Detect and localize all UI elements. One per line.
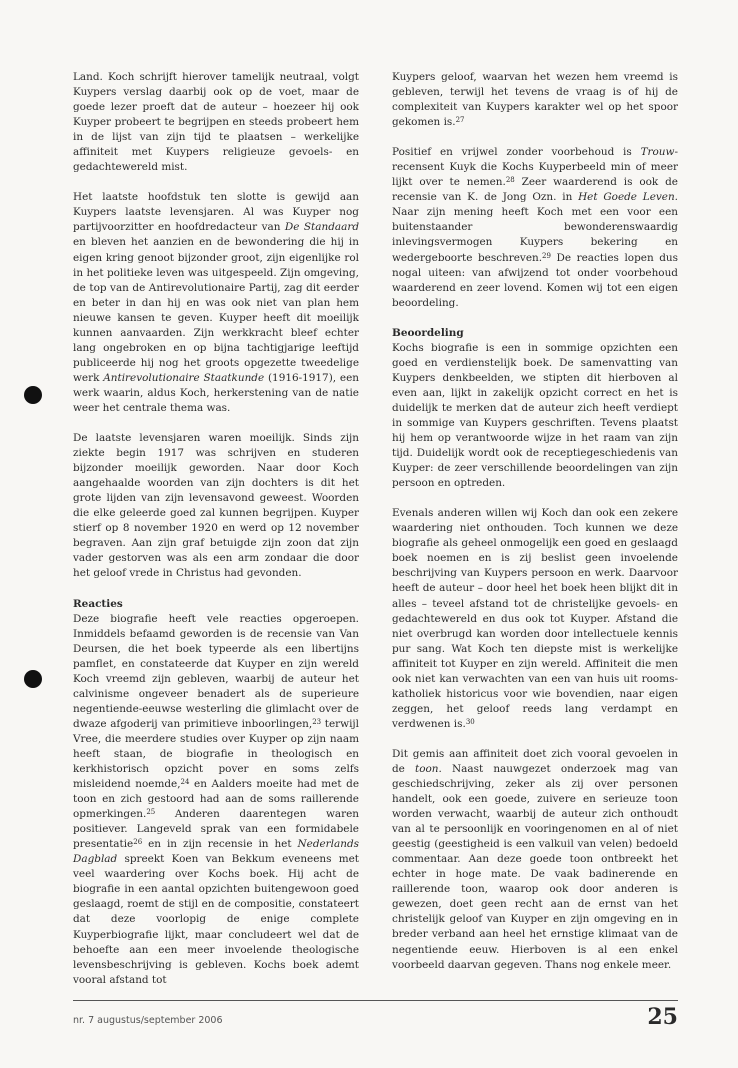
paragraph: Positief en vrijwel zonder voorbehoud is Trouw-recensent Kuyk die Kochs Kuyperbeeld min of meer lijkt over te nemen.$^{28}$ Zeer waarderend is ook de recensie van K. de Jong Ozn. in Het Goede Leven. Naar zijn mening heeft Koch met een voor een buitenstaander bewonderenswaardig inlevingsvermogen Kuypers bekering en wedergeboorte beschreven.$^{29}$ De reacties lopen dus nogal uiteen: van afwijzend tot onder voorbehoud waarderend en zeer lovend. Komen wij tot een eigen beoordeling. [392,146,678,309]
footnote-ref: 25 [146,808,156,817]
paragraph: Land. Koch schrijft hierover tamelijk neutraal, volgt Kuypers verslag daarbij ook op de voet, maar de goede lezer proeft dat de auteur – hoezeer hij ook Kuyper probeert te begrijpen en steeds probeert hem in de lijst van zijn tijd te plaatsen – werkelijke affiniteit met Kuypers religieuze gevoels- en gedachtewereld mist. [73,71,359,174]
footnote-ref: 29 [542,251,551,260]
paragraph: Dit gemis aan affiniteit doet zich vooral gevoelen in de toon. Naast nauwgezet onderzoek mag van geschiedschrijving, zeker als zij over personen handelt, ook een goede, zuivere en serieuze toon worden verwacht, waarbij de auteur zich onthoudt van al te persoonlijk en vooringenomen en al of niet geestig (geestigheid is een valkuil van velen) bedoeld commentaar. Aan deze goede toon ontbreekt het echter in hoge mate. De vaak badinerende en raillerende toon, waarop ook door anderen is gewezen, doet geen recht aan de ernst van het christelijk geloof van Kuyper en zijn omgeving en in breder verband aan heel het ernstige klimaat van de negentiende eeuw. Hierboven is al een enkel voorbeeld daarvan gegeven. Thans nog enkele meer. [392,747,678,971]
footnote-ref: 30 [465,717,475,726]
binder-hole-upper [24,386,42,404]
paragraph: Deze biografie heeft vele reacties opgeroepen. Inmiddels befaamd geworden is de recensie van Van Deursen, die het boek typeerde als een libertijns pamflet, en constateerde dat Kuyper en zijn wereld Koch vreemd zijn gebleven, waarbij de auteur het calvinisme ongeveer benadert als de superieure negentiende-eeuwse westerling die glimlacht over de dwaze afgoderij van primitieve inboorlingen,$^{23}$ terwijl Vree, die meerdere studies over Kuyper op zijn naam heeft staan, de biografie in theologisch en kerkhistorisch opzicht pover en soms zelfs misleidend noemde,$^{24}$ en Aalders moeite had met de toon en zich gestoord had aan de soms raillerende opmerkingen.$^{25}$ Anderen daarentegen waren positiever. Langeveld sprak van een formidabele presentatie$^{26}$ en in zijn recensie in het Nederlands Dagblad spreekt Koen van Bekkum eveneens met veel waardering over Kochs boek. Hij acht de biografie in een aantal opzichten buitengewoon goed geslaagd, roemt de stijl en de compositie, constateert dat deze voorlopig de enige complete Kuyperbiografie lijkt, maar concludeert wel dat de behoefte aan een meer invoelende theologische levensbeschrijving is gebleven. Kochs boek ademt vooral afstand tot [73,612,359,986]
issue-label: nr. 7 augustus/september 2006 [73,1015,223,1026]
binder-hole-lower [24,670,42,688]
footnote-ref: 27 [455,116,465,125]
right-column [392,70,678,973]
section-heading-beoordeling: Beoordeling [392,326,464,339]
footer-rule [73,1000,678,1001]
page-number: 25 [647,1004,678,1030]
paragraph: Evenals anderen willen wij Koch dan ook een zekere waardering niet onthouden. Toch kunnen we deze biografie als geheel onmogelijk een goed en geslaagd boek noemen en is zij beslist geen invoelende beschrijving van Kuypers persoon en werk. Daarvoor heeft de auteur – door heel het boek heen blijkt dit in alles – teveel afstand tot de christelijke gevoels- en gedachtewereld en dus ook tot Kuyper. Afstand die niet overbrugd kan worden door intellectuele kennis pur sang. Wat Koch ten diepste mist is werkelijke affiniteit tot Kuyper en zijn wereld. Affiniteit die men ook niet kan verwachten van een van huis uit rooms-katholiek historicus voor wie bovendien, naar eigen zeggen, het geloof reeds lang verdampt en verdwenen is.$^{30}$ [392,507,678,730]
footnote-ref: 28 [505,176,515,185]
paragraph: Kochs biografie is een in sommige opzichten een goed en verdienstelijk boek. De samenvatting van Kuypers denkbeelden, we stipten dit hierboven al even aan, lijkt in zakelijk opzicht correct en het is duidelijk te merken dat de auteur zich heeft verdiept in sommige van Kuypers geschriften. Tevens plaatst hij hem op verantwoorde wijze in het raam van zijn tijd. Duidelijk wordt ook de receptiegeschiedenis van Kuyper: de zeer verschillende beoordelingen van zijn persoon en optreden. [392,341,678,490]
section-heading-reacties: Reacties [73,597,123,610]
paragraph: De laatste levensjaren waren moeilijk. Sinds zijn ziekte begin 1917 was schrijven en studeren bijzonder moeilijk geworden. Naar door Koch aangehaalde woorden van zijn dochters is dit het grote lijden van zijn levensavond geweest. Woorden die elke geleerde goed zal kunnen begrijpen. Kuyper stierf op 8 november 1920 en werd op 12 november begraven. Aan zijn graf betuigde zijn zoon dat zijn vader gestorven was als een arm zondaar die door het geloof vrede in Christus had gevonden. [73,432,359,580]
paragraph: Kuypers geloof, waarvan het wezen hem vreemd is gebleven, terwijl het tevens de vraag is of hij de complexiteit van Kuypers karakter wel op het spoor gekomen is.$^{27}$ [392,71,678,129]
footnote-ref: 26 [133,838,143,847]
footnote-ref: 24 [180,778,190,787]
left-column [73,70,359,988]
paragraph: Het laatste hoofdstuk ten slotte is gewijd aan Kuypers laatste levensjaren. Al was Kuyper nog partijvoorzitter en hoofdredacteur van De Standaard en bleven het aanzien en de bewondering die hij in eigen kring genoot bijzonder groot, zijn eigenlijke rol in het politieke leven was uitgespeeld. Zijn omgeving, de top van de Antirevolutionaire Partij, zag dit eerder en beter in dan hij en was ook niet van plan hem nieuwe kansen te geven. Kuyper heeft dit moeilijk kunnen aanvaarden. Zijn werkkracht bleef echter lang ongebroken en op bijna tachtigjarige leeftijd publiceerde hij nog het groots opgezette tweedelige werk Antirevolutionaire Staatkunde (1916-1917), een werk waarin, aldus Koch, herkerstening van de natie weer het centrale thema was. [73,191,359,414]
footnote-ref: 23 [312,717,322,726]
